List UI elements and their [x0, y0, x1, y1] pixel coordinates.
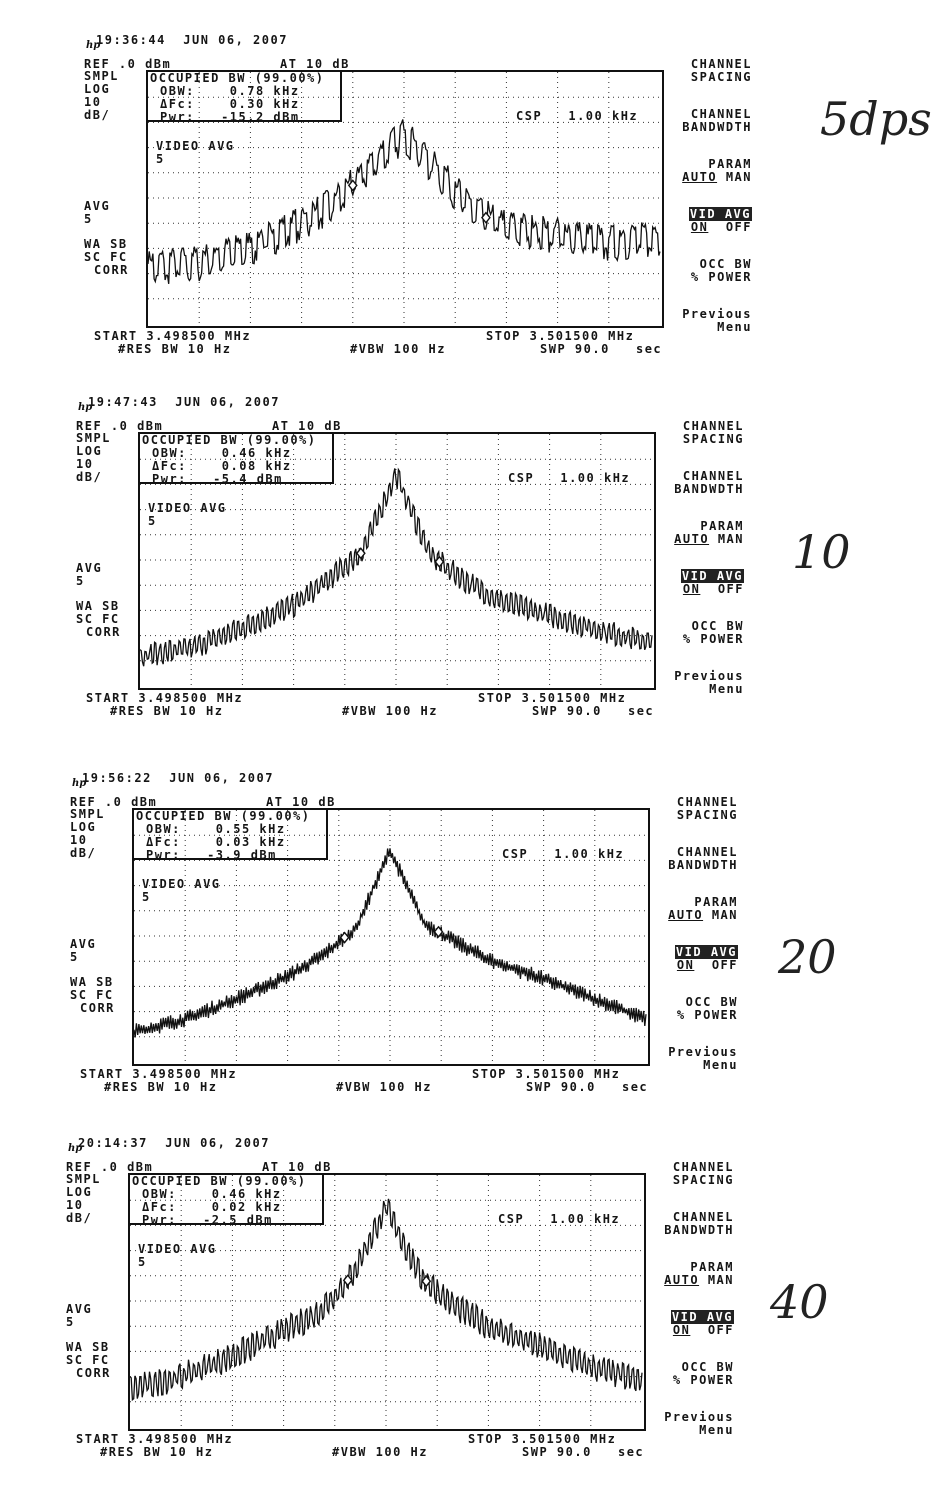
datetime: 19:47:43 JUN 06, 2007 [88, 395, 280, 409]
sweep-time: SWP 90.0 sec [532, 704, 655, 718]
softkey-param[interactable]: PARAM AUTO MAN [682, 157, 752, 184]
handwritten-note: 10 [792, 525, 851, 579]
obw-value: OBW: 0.46 kHz [152, 446, 292, 460]
video-avg-label: VIDEO AVG [138, 1242, 217, 1256]
rbw-setting: #RES BW 10 Hz [100, 1445, 214, 1459]
corr-label: CORR [86, 625, 121, 639]
csp-value: CSP 1.00 kHz [516, 109, 639, 123]
hp-logo: hp [72, 778, 87, 789]
db-div-label: dB/ [70, 846, 97, 860]
scale-label: 10 [66, 1198, 84, 1212]
corr-sc-fc: SC FC [76, 612, 120, 626]
softkey-channel-spacing[interactable]: CHANNEL SPACING [690, 57, 752, 84]
obw-title: OCCUPIED BW (99.00%) [136, 809, 311, 823]
log-label: LOG [66, 1185, 93, 1199]
power-value: Pwr: -3.9 dBm [146, 848, 277, 862]
softkey-previous-menu[interactable]: Previous Menu [682, 307, 752, 334]
ref-level: REF .0 dBm [70, 795, 158, 809]
ref-level: REF .0 dBm [84, 57, 172, 71]
scale-label: 10 [70, 833, 88, 847]
corr-wa-sb: WA SB [76, 599, 120, 613]
log-label: LOG [84, 82, 111, 96]
stop-frequency: STOP 3.501500 MHz [478, 691, 627, 705]
start-frequency: START 3.498500 MHz [80, 1067, 238, 1081]
datetime: 19:56:22 JUN 06, 2007 [82, 771, 274, 785]
video-avg-count: 5 [148, 514, 157, 528]
csp-value: CSP 1.00 kHz [498, 1212, 621, 1226]
smpl-label: SMPL [76, 431, 111, 445]
scale-label: 10 [76, 457, 94, 471]
softkey-channel-bandwidth[interactable]: CHANNEL BANDWDTH [682, 107, 752, 134]
attenuation: AT 10 dB [272, 419, 342, 433]
avg-count: 5 [84, 212, 93, 226]
sweep-time: SWP 90.0 sec [526, 1080, 649, 1094]
sweep-time: SWP 90.0 sec [540, 342, 663, 356]
handwritten-note: 20 [778, 930, 837, 984]
softkey-channel-bandwidth[interactable]: CHANNEL BANDWDTH [674, 469, 744, 496]
softkey-param[interactable]: PARAM AUTO MAN [668, 895, 738, 922]
rbw-setting: #RES BW 10 Hz [104, 1080, 218, 1094]
delta-fc-value: ΔFc: 0.02 kHz [142, 1200, 282, 1214]
obw-title: OCCUPIED BW (99.00%) [132, 1174, 307, 1188]
obw-title: OCCUPIED BW (99.00%) [150, 71, 325, 85]
ref-level: REF .0 dBm [66, 1160, 154, 1174]
attenuation: AT 10 dB [280, 57, 350, 71]
softkey-vid-avg[interactable]: VID AVG ON OFF [689, 207, 752, 234]
avg-label: AVG [66, 1302, 93, 1316]
power-value: Pwr: -2.5 dBm [142, 1213, 273, 1227]
sweep-time: SWP 90.0 sec [522, 1445, 645, 1459]
video-avg-count: 5 [156, 152, 165, 166]
analyzer-screenshot [50, 766, 950, 1136]
softkey-previous-menu[interactable]: Previous Menu [668, 1045, 738, 1072]
csp-value: CSP 1.00 kHz [508, 471, 631, 485]
video-avg-label: VIDEO AVG [142, 877, 221, 891]
avg-label: AVG [76, 561, 103, 575]
obw-value: OBW: 0.46 kHz [142, 1187, 282, 1201]
avg-label: AVG [70, 937, 97, 951]
spectrum-trace [134, 848, 646, 1037]
avg-count: 5 [70, 950, 79, 964]
handwritten-note: 40 [770, 1275, 829, 1329]
corr-sc-fc: SC FC [70, 988, 114, 1002]
softkey-vid-avg[interactable]: VID AVG ON OFF [671, 1310, 734, 1337]
vbw-setting: #VBW 100 Hz [332, 1445, 428, 1459]
delta-fc-value: ΔFc: 0.30 kHz [160, 97, 300, 111]
scale-label: 10 [84, 95, 102, 109]
avg-count: 5 [76, 574, 85, 588]
corr-wa-sb: WA SB [66, 1340, 110, 1354]
corr-label: CORR [94, 263, 129, 277]
ref-level: REF .0 dBm [76, 419, 164, 433]
obw-value: OBW: 0.78 kHz [160, 84, 300, 98]
stop-frequency: STOP 3.501500 MHz [468, 1432, 617, 1446]
power-value: Pwr: -15.2 dBm [160, 110, 300, 124]
softkey-occ-bw[interactable]: OCC BW % POWER [682, 619, 744, 646]
avg-label: AVG [84, 199, 111, 213]
smpl-label: SMPL [84, 69, 119, 83]
delta-fc-value: ΔFc: 0.08 kHz [152, 459, 292, 473]
softkey-vid-avg[interactable]: VID AVG ON OFF [675, 945, 738, 972]
softkey-param[interactable]: PARAM AUTO MAN [664, 1260, 734, 1287]
smpl-label: SMPL [66, 1172, 101, 1186]
db-div-label: dB/ [66, 1211, 93, 1225]
softkey-previous-menu[interactable]: Previous Menu [664, 1410, 734, 1437]
rbw-setting: #RES BW 10 Hz [110, 704, 224, 718]
log-label: LOG [76, 444, 103, 458]
vbw-setting: #VBW 100 Hz [336, 1080, 432, 1094]
corr-label: CORR [80, 1001, 115, 1015]
avg-count: 5 [66, 1315, 75, 1329]
softkey-channel-bandwidth[interactable]: CHANNEL BANDWDTH [664, 1210, 734, 1237]
video-avg-label: VIDEO AVG [156, 139, 235, 153]
rbw-setting: #RES BW 10 Hz [118, 342, 232, 356]
start-frequency: START 3.498500 MHz [86, 691, 244, 705]
stop-frequency: STOP 3.501500 MHz [486, 329, 635, 343]
softkey-previous-menu[interactable]: Previous Menu [674, 669, 744, 696]
obw-value: OBW: 0.55 kHz [146, 822, 286, 836]
start-frequency: START 3.498500 MHz [76, 1432, 234, 1446]
start-frequency: START 3.498500 MHz [94, 329, 252, 343]
softkey-channel-spacing[interactable]: CHANNEL SPACING [676, 795, 738, 822]
softkey-occ-bw[interactable]: OCC BW % POWER [676, 995, 738, 1022]
attenuation: AT 10 dB [262, 1160, 332, 1174]
obw-title: OCCUPIED BW (99.00%) [142, 433, 317, 447]
softkey-channel-bandwidth[interactable]: CHANNEL BANDWDTH [668, 845, 738, 872]
smpl-label: SMPL [70, 807, 105, 821]
corr-wa-sb: WA SB [70, 975, 114, 989]
hp-logo: hp [78, 402, 93, 413]
analyzer-screenshot [46, 1131, 950, 1501]
corr-label: CORR [76, 1366, 111, 1380]
corr-sc-fc: SC FC [84, 250, 128, 264]
datetime: 19:36:44 JUN 06, 2007 [96, 33, 288, 47]
softkey-channel-spacing[interactable]: CHANNEL SPACING [682, 419, 744, 446]
db-div-label: dB/ [76, 470, 103, 484]
spectrum-trace [148, 119, 660, 284]
softkey-occ-bw[interactable]: OCC BW % POWER [672, 1360, 734, 1387]
vbw-setting: #VBW 100 Hz [350, 342, 446, 356]
corr-sc-fc: SC FC [66, 1353, 110, 1367]
datetime: 20:14:37 JUN 06, 2007 [78, 1136, 270, 1150]
db-div-label: dB/ [84, 108, 111, 122]
video-avg-count: 5 [138, 1255, 147, 1269]
log-label: LOG [70, 820, 97, 834]
hp-logo: hp [68, 1143, 83, 1154]
softkey-channel-spacing[interactable]: CHANNEL SPACING [672, 1160, 734, 1187]
analyzer-screenshot [64, 28, 950, 398]
obw-marker-left [344, 1275, 352, 1285]
spectrum-trace [130, 1199, 642, 1400]
video-avg-label: VIDEO AVG [148, 501, 227, 515]
stop-frequency: STOP 3.501500 MHz [472, 1067, 621, 1081]
video-avg-count: 5 [142, 890, 151, 904]
csp-value: CSP 1.00 kHz [502, 847, 625, 861]
delta-fc-value: ΔFc: 0.03 kHz [146, 835, 286, 849]
softkey-vid-avg[interactable]: VID AVG ON OFF [681, 569, 744, 596]
hp-logo: hp [86, 40, 101, 51]
corr-wa-sb: WA SB [84, 237, 128, 251]
analyzer-screenshot [56, 390, 950, 760]
attenuation: AT 10 dB [266, 795, 336, 809]
softkey-param[interactable]: PARAM AUTO MAN [674, 519, 744, 546]
vbw-setting: #VBW 100 Hz [342, 704, 438, 718]
handwritten-note: 5dps [820, 92, 932, 146]
power-value: Pwr: -5.4 dBm [152, 472, 283, 486]
softkey-occ-bw[interactable]: OCC BW % POWER [690, 257, 752, 284]
spectrum-trace [140, 468, 652, 666]
